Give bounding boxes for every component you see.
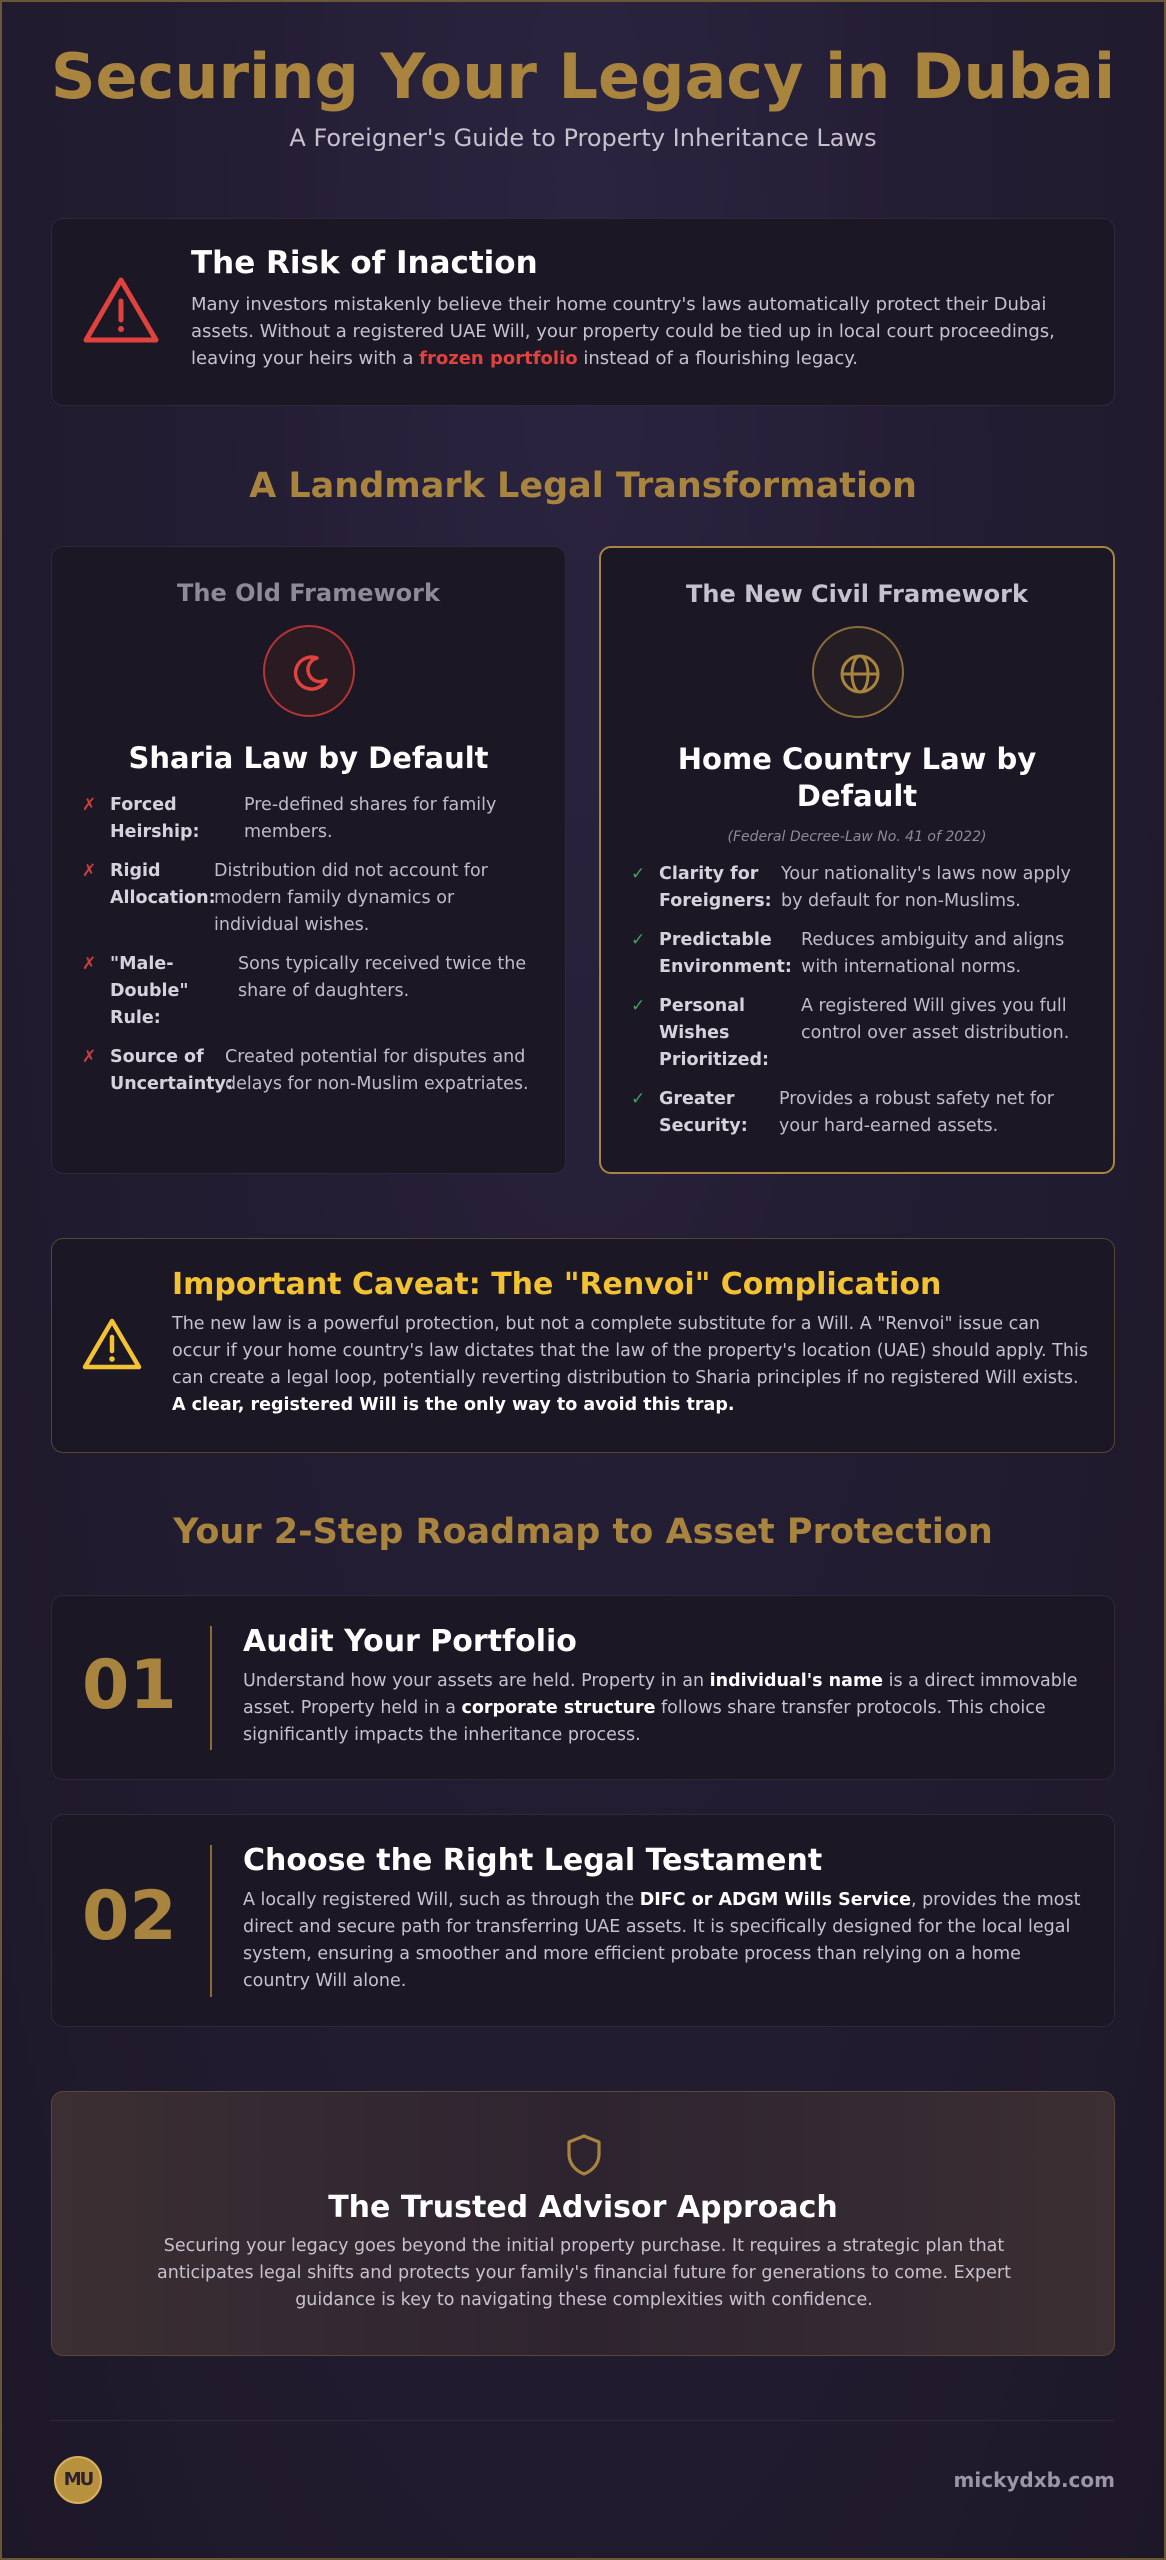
check-icon: ✓ xyxy=(631,996,646,1016)
advisor-title: The Trusted Advisor Approach xyxy=(328,2190,838,2225)
step-text: A locally registered Will, such as through the DIFC or ADGM Wills Service, provides the most direct and secure path for transferring UAE assets. It is specifically designed for the local legal system, ensuring a smoother and more efficient probate process than relying on a home country Will alone. xyxy=(243,1890,1081,1991)
footer-divider xyxy=(51,2420,1115,2421)
step-card-2 xyxy=(51,1814,1115,2027)
old-framework-card: The Old Framework Sharia Law by Default ✗ Forced Heirship: Pre-defined shares for family members. ✗ Rigid Allocation: Distribution did not account for modern family dynamics or individual wishes. ✗ "Male- Double" Rule: Sons typically received twice the share of daughters. ✗ Source of Uncertainty: Created potential for disputes and delays for non-Muslim expatriates. xyxy=(51,546,566,1174)
caveat-card xyxy=(51,1238,1115,1453)
step-divider xyxy=(210,1626,212,1750)
warning-triangle-icon xyxy=(82,275,160,345)
cross-icon: ✗ xyxy=(82,954,97,974)
step-divider xyxy=(210,1845,212,1997)
cross-icon: ✗ xyxy=(82,1047,97,1067)
cross-icon: ✗ xyxy=(82,795,97,815)
globe-icon xyxy=(812,626,904,718)
check-icon: ✓ xyxy=(631,864,646,884)
step-card-1 xyxy=(51,1595,1115,1780)
brand-logo[interactable]: MU xyxy=(54,2456,102,2504)
risk-card xyxy=(51,218,1115,406)
shield-icon xyxy=(563,2132,605,2178)
page-title: Securing Your Legacy in Dubai xyxy=(50,40,1116,113)
new-framework-title: Home Country Law by Default xyxy=(677,742,1037,813)
transformation-heading: A Landmark Legal Transformation xyxy=(249,466,917,506)
cross-icon: ✗ xyxy=(82,861,97,881)
caution-triangle-icon xyxy=(82,1317,142,1371)
check-icon: ✓ xyxy=(631,930,646,950)
site-link[interactable]: mickydxb.com xyxy=(953,2468,1115,2492)
page-subtitle: A Foreigner's Guide to Property Inheritance Laws xyxy=(289,124,877,152)
old-framework-label: The Old Framework xyxy=(177,579,440,607)
crescent-moon-icon xyxy=(263,625,355,717)
old-framework-title: Sharia Law by Default xyxy=(128,741,489,775)
decree-reference: (Federal Decree-Law No. 41 of 2022) xyxy=(727,829,987,845)
advisor-text: Securing your legacy goes beyond the initial property purchase. It requires a strategic plan that anticipates legal shifts and protects your family's financial future for generations to come. Expert guidance is key to navigating these complexities with confidence. xyxy=(157,2236,1011,2310)
step-number: 01 xyxy=(82,1646,177,1725)
risk-text: Many investors mistakenly believe their home country's laws automatically protect their Dubai assets. Without a registered UAE Will, your property could be tied up in local court proceedings, leaving your heirs with a frozen portfolio instead of a flourishing legacy. xyxy=(191,294,1055,369)
new-framework-card: The New Civil Framework Home Country Law by Default (Federal Decree-Law No. 41 of 2022) ✓ Clarity for Foreigners: Your nationality's laws now apply by default for non-Muslims. ✓ Predictable Environment: Reduces ambiguity and aligns with international norms. ✓ Personal Wishes Prioritized: A registered Will gives you full control over asset distribution. ✓ Greater Security: Provides a robust safety net for your hard-earned assets. xyxy=(599,546,1115,1174)
caveat-text: The new law is a powerful protection, but not a complete substitute for a Will. A "Renvoi" issue can occur if your home country's law dictates that the law of the property's location (UAE) should apply. This can create a legal loop, potentially reverting distribution to Sharia principles if no registered Will exists. A clear, registered Will is the only way to avoid this trap. xyxy=(172,1314,1088,1415)
advisor-card xyxy=(51,2091,1115,2356)
caveat-title: Important Caveat: The "Renvoi" Complication xyxy=(172,1267,942,1302)
step-title: Audit Your Portfolio xyxy=(243,1624,577,1659)
check-icon: ✓ xyxy=(631,1089,646,1109)
risk-title: The Risk of Inaction xyxy=(191,245,538,281)
risk-highlight: frozen portfolio xyxy=(419,348,578,369)
step-text: Understand how your assets are held. Property in an individual's name is a direct immovable asset. Property held in a corporate structure follows share transfer protocols. This choice significantly impacts the inheritance process. xyxy=(243,1671,1078,1745)
caveat-emphasis: A clear, registered Will is the only way to avoid this trap. xyxy=(172,1395,735,1415)
step-title: Choose the Right Legal Testament xyxy=(243,1843,823,1878)
new-framework-label: The New Civil Framework xyxy=(686,580,1028,608)
roadmap-heading: Your 2-Step Roadmap to Asset Protection xyxy=(173,1512,993,1552)
step-number: 02 xyxy=(82,1877,177,1956)
